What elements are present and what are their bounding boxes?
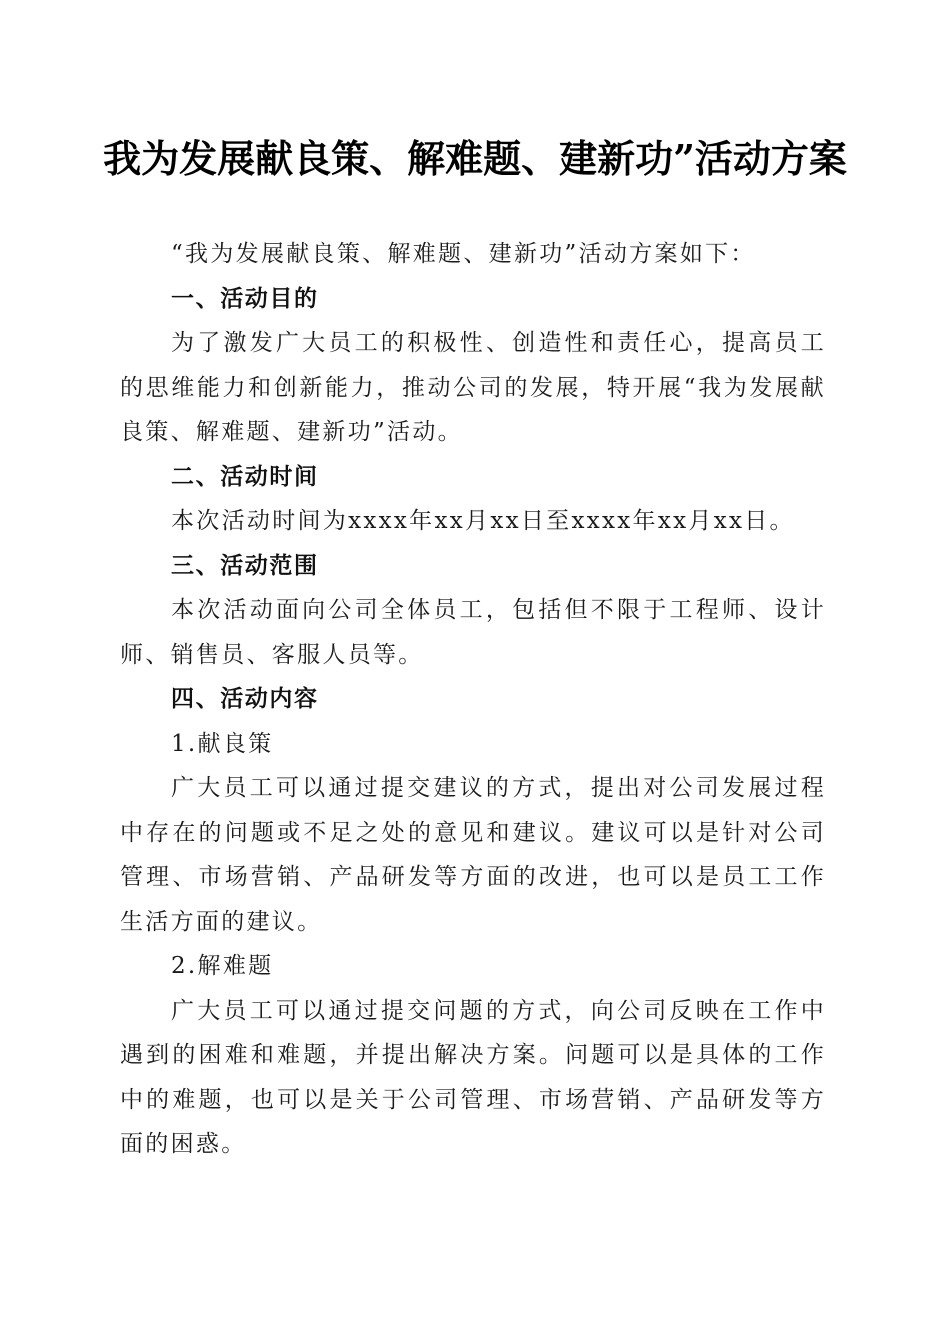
subheading-problems: 2.解难题 <box>171 953 274 979</box>
section-heading-purpose: 一、活动目的 <box>171 285 319 312</box>
problems-paragraph: 广大员工可以通过提交问题的方式，向公司反映在工作中遇到的困难和难题，并提出解决方案。问题可以是具体的工作中的难题，也可以是关于公司管理、市场营销、产品研发等方面的困惑。 <box>120 997 826 1157</box>
intro-paragraph: “我为发展献良策、解难题、建新功”活动方案如下： <box>171 241 756 267</box>
scope-paragraph: 本次活动面向公司全体员工，包括但不限于工程师、设计师、销售员、客服人员等。 <box>120 597 826 668</box>
time-paragraph: 本次活动时间为xxxx年xx月xx日至xxxx年xx月xx日。 <box>171 508 795 534</box>
section-heading-scope: 三、活动范围 <box>171 552 319 579</box>
suggestions-paragraph: 广大员工可以通过提交建议的方式，提出对公司发展过程中存在的问题或不足之处的意见和建议。建议可以是针对公司管理、市场营销、产品研发等方面的改进，也可以是员工工作生活方面的建议。 <box>120 775 826 935</box>
section-heading-content: 四、活动内容 <box>171 686 319 712</box>
subheading-suggestions: 1.献良策 <box>171 730 274 757</box>
purpose-paragraph: 为了激发广大员工的积极性、创造性和责任心，提高员工的思维能力和创新能力，推动公司的发展，特开展“我为发展献良策、解难题、建新功”活动。 <box>120 330 826 445</box>
section-heading-time: 二、活动时间 <box>171 463 319 490</box>
document-title: 我为发展献良策、解难题、建新功”活动方案 <box>103 136 847 181</box>
document-body <box>120 232 826 1167</box>
